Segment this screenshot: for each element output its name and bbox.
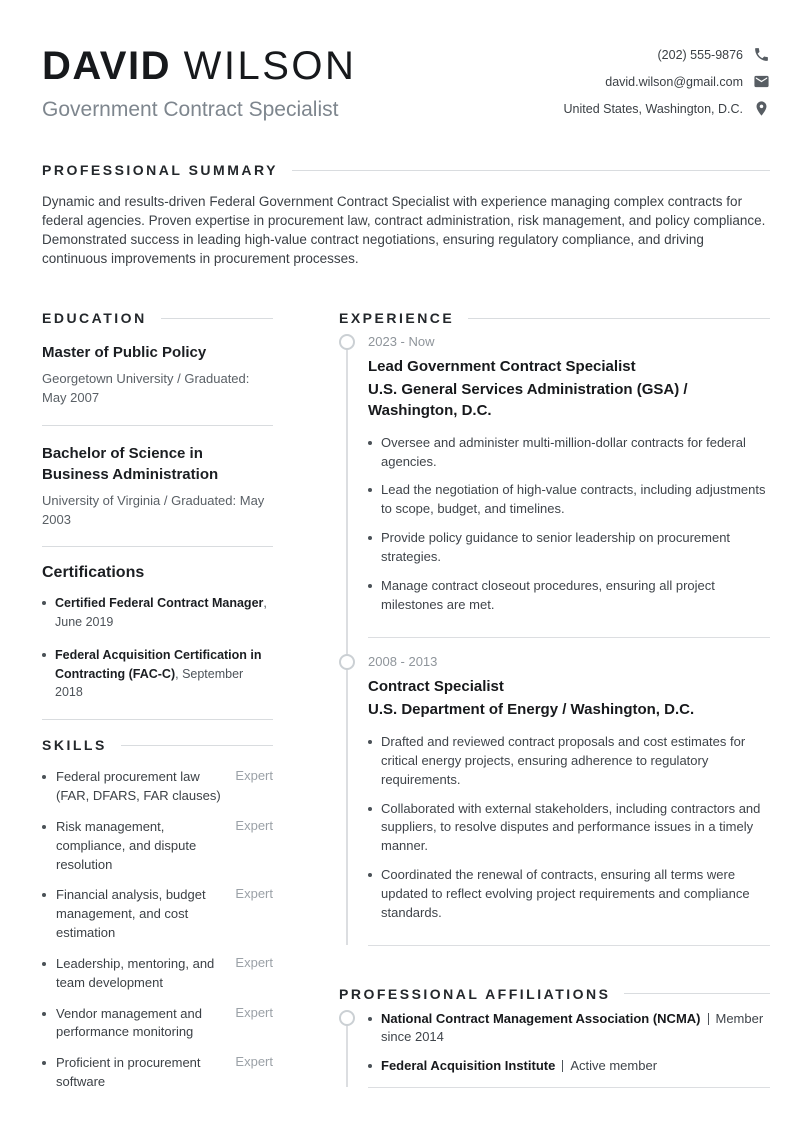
affiliations-heading-row [339, 986, 770, 1002]
bullet-text: Drafted and reviewed contract proposals and cost estimates for critical energy projects, ensuring adherence to regulatory requirements. [381, 734, 746, 787]
divider [368, 1087, 770, 1088]
education-entry [42, 342, 273, 408]
skill-item [42, 1054, 273, 1092]
skill-name: Leadership, mentoring, and team development [56, 955, 215, 990]
bullet-dot-icon [42, 893, 46, 897]
summary-heading: PROFESSIONAL SUMMARY [42, 162, 278, 178]
location-text: United States, Washington, D.C. [563, 101, 743, 116]
skills-list [42, 768, 273, 1092]
job-bullet [368, 434, 770, 472]
bullet-text: Provide policy guidance to senior leadership on procurement strategies. [381, 530, 731, 564]
email-address: david.wilson@gmail.com [605, 74, 743, 89]
contact-block [564, 44, 770, 117]
bullet-dot-icon [368, 1017, 372, 1021]
job-period: 2023 - Now [368, 334, 435, 349]
skill-level: Expert [235, 886, 273, 902]
job-organization: U.S. General Services Administration (GSA) / Washington, D.C. [368, 381, 688, 419]
section-professional-affiliations [339, 986, 770, 1089]
job-bullet [368, 577, 770, 615]
envelope-icon [753, 73, 770, 90]
degree-title: Bachelor of Science in Business Administration [42, 444, 219, 483]
skill-level: Expert [235, 1004, 273, 1020]
bullet-dot-icon [368, 488, 372, 492]
section-education [42, 310, 273, 547]
certification-name: Certified Federal Contract Manager [55, 596, 264, 611]
contact-email-row [564, 73, 770, 90]
job-title: Contract Specialist [368, 677, 504, 695]
divider [368, 945, 770, 946]
skill-name: Risk management, compliance, and dispute resolution [56, 818, 197, 872]
divider [42, 546, 273, 547]
bullet-text: Oversee and administer multi-million-dollar contracts for federal agencies. [381, 434, 746, 469]
degree-title: Master of Public Policy [42, 344, 207, 361]
certification-item [42, 646, 273, 702]
summary-text: Dynamic and results-driven Federal Government Contract Specialist with experience managing complex contracts for federal agencies. Proven expertise in procurement law, contract administration, risk management, and policy compliance. Demonstrated success in leading high-value contract negotiations, ensuring regulatory compliance, and driving continuous improvements in procurement processes. [42, 194, 766, 266]
skill-name: Federal procurement law (FAR, DFARS, FAR clauses) [56, 769, 221, 803]
heading-rule [121, 745, 273, 746]
certification-date: , September 2018 [55, 666, 244, 700]
degree-details: University of Virginia / Graduated: May 2003 [42, 492, 265, 527]
skill-item [42, 1005, 273, 1043]
last-name: WILSON [183, 44, 357, 88]
summary-heading-row [42, 162, 770, 178]
education-heading-row [42, 310, 273, 326]
affiliation-item [368, 1010, 770, 1046]
affiliation-detail: Member since 2014 [381, 1010, 764, 1044]
timeline-dot-icon [339, 334, 355, 350]
bullet-dot-icon [42, 601, 46, 605]
skill-level: Expert [235, 817, 273, 833]
bullet-text: Lead the negotiation of high-value contracts, including adjustments to scope, budget, and timelines. [381, 482, 766, 517]
job-bullet [368, 800, 770, 857]
bullet-dot-icon [368, 1064, 372, 1068]
heading-rule [292, 170, 770, 171]
skills-heading: SKILLS [42, 737, 107, 754]
bullet-dot-icon [42, 1012, 46, 1016]
certification-text [55, 646, 273, 702]
bullet-dot-icon [368, 873, 372, 877]
job-bullet [368, 481, 770, 519]
certifications-list [42, 594, 273, 702]
certification-item [42, 594, 273, 632]
divider [42, 719, 273, 720]
job-title: Lead Government Contract Specialist [368, 358, 636, 375]
skill-level: Expert [235, 1054, 273, 1070]
skill-name: Financial analysis, budget management, and cost estimation [56, 887, 206, 941]
certifications-heading: Certifications [42, 564, 145, 582]
job-bullet [368, 529, 770, 567]
contact-location-row [564, 100, 770, 117]
identity-block [42, 44, 356, 122]
bullet-dot-icon [42, 653, 46, 657]
affiliations-heading: PROFESSIONAL AFFILIATIONS [339, 985, 611, 1002]
skills-heading-row [42, 737, 273, 753]
affiliation-text [381, 1057, 657, 1075]
skill-item [42, 886, 273, 943]
experience-timeline [339, 334, 770, 946]
heading-rule [624, 993, 770, 994]
certification-date: , June 2019 [55, 596, 267, 630]
person-name [42, 44, 356, 88]
job-bullets [368, 733, 770, 923]
skill-level: Expert [235, 954, 273, 970]
affiliation-entries [368, 1010, 770, 1076]
left-column [42, 310, 273, 1104]
bullet-text: Manage contract closeout procedures, ensuring all project milestones are met. [381, 577, 715, 612]
degree-details: Georgetown University / Graduated: May 2007 [42, 371, 250, 405]
bullet-dot-icon [42, 962, 46, 966]
skill-level: Expert [235, 768, 273, 784]
columns [42, 310, 770, 1104]
section-experience [339, 310, 770, 946]
timeline-dot-icon [339, 1010, 355, 1026]
bullet-dot-icon [368, 536, 372, 540]
job-organization: U.S. Department of Energy / Washington, D.C. [368, 700, 695, 718]
certification-name: Federal Acquisition Certification in Contracting (FAC-C) [55, 647, 262, 681]
divider [42, 425, 273, 426]
bullet-dot-icon [368, 740, 372, 744]
affiliation-text [381, 1010, 770, 1046]
separator [708, 1013, 709, 1025]
affiliations-timeline [339, 1010, 770, 1089]
job-entry [368, 654, 770, 923]
contact-phone-row [564, 46, 770, 63]
affiliation-name: Federal Acquisition Institute [381, 1057, 556, 1073]
bullet-dot-icon [368, 584, 372, 588]
affiliation-detail: Active member [570, 1057, 658, 1073]
skill-item [42, 955, 273, 993]
affiliation-item [368, 1057, 770, 1075]
job-period: 2008 - 2013 [368, 653, 438, 669]
job-bullet [368, 733, 770, 790]
timeline-dot-icon [339, 654, 355, 670]
job-bullets [368, 434, 770, 615]
section-professional-summary [42, 162, 770, 268]
experience-heading: EXPERIENCE [339, 310, 455, 326]
location-pin-icon [753, 100, 770, 117]
bullet-dot-icon [42, 775, 46, 779]
phone-number: (202) 555-9876 [657, 47, 743, 62]
separator [562, 1060, 563, 1072]
divider [368, 637, 770, 638]
heading-rule [468, 318, 770, 319]
bullet-text: Collaborated with external stakeholders, including contractors and suppliers, to resolve disputes and performance issues in a timely manner. [381, 800, 761, 854]
education-entry [42, 443, 273, 530]
bullet-dot-icon [368, 807, 372, 811]
skill-item [42, 818, 273, 875]
bullet-text: Coordinated the renewal of contracts, ensuring all terms were updated to reflect evolving project requirements and compliance standards. [381, 867, 750, 920]
skill-name: Proficient in procurement software [56, 1055, 201, 1090]
education-heading: EDUCATION [42, 310, 147, 326]
experience-heading-row [339, 310, 770, 326]
heading-rule [161, 318, 273, 319]
job-entry [368, 334, 770, 615]
skill-name: Vendor management and performance monitoring [56, 1005, 202, 1040]
section-certifications [42, 564, 273, 720]
first-name: DAVID [42, 44, 171, 88]
phone-icon [753, 46, 770, 63]
section-skills [42, 737, 273, 1092]
bullet-dot-icon [42, 1061, 46, 1065]
bullet-dot-icon [42, 825, 46, 829]
bullet-dot-icon [368, 441, 372, 445]
right-column [339, 310, 770, 1104]
header [42, 44, 770, 122]
certification-text [55, 594, 273, 632]
affiliation-name: National Contract Management Association (NCMA) [381, 1010, 701, 1026]
skill-item [42, 768, 273, 806]
job-headline: Government Contract Specialist [42, 98, 339, 121]
job-bullet [368, 866, 770, 923]
